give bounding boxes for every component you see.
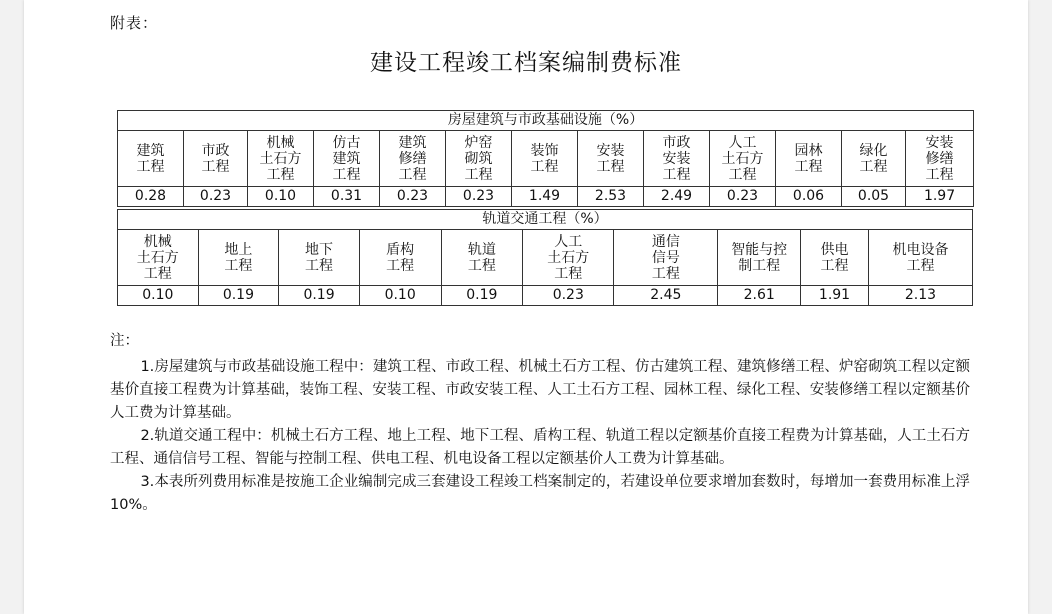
- table2-value-cell: 1.91: [801, 286, 869, 306]
- table2-column-header: [279, 230, 360, 286]
- header-line: 工程: [651, 265, 680, 282]
- header-line: 工程: [906, 257, 935, 274]
- header-line: 工程: [662, 166, 691, 183]
- header-line: 砌筑: [464, 150, 493, 167]
- header-line: 炉窑: [464, 134, 493, 151]
- note-item-1: 1.房屋建筑与市政基础设施工程中：建筑工程、市政工程、机械土石方工程、仿古建筑工程、建筑修缮工程、炉窑砌筑工程以定额基价直接工程费为计算基础，装饰工程、安装工程、市政安装工程、人工土石方工程、园林工程、绿化工程、安装修缮工程以定额基价人工费为计算基础。: [110, 359, 970, 421]
- table2-column-header: [868, 230, 972, 286]
- table1-value-cell: 1.97: [906, 187, 974, 207]
- header-line: 安装: [662, 150, 691, 167]
- header-line: 机电设备: [892, 241, 949, 258]
- header-line: 土石方: [259, 150, 302, 167]
- header-line: 建筑: [398, 134, 427, 151]
- header-line: 工程: [332, 166, 361, 183]
- table2-column-header: [718, 230, 801, 286]
- table1-value-cell: 0.23: [380, 187, 446, 207]
- table1-value-cell: 1.49: [512, 187, 578, 207]
- table1-column-header: [446, 131, 512, 187]
- header-line: 工程: [266, 166, 295, 183]
- table1-value-cell: 0.31: [314, 187, 380, 207]
- table1-column-header: [842, 131, 906, 187]
- table2-column-header: [441, 230, 523, 286]
- table1-value-cell: 0.10: [248, 187, 314, 207]
- table1-value-cell: 0.23: [184, 187, 248, 207]
- table1-value-cell: 0.06: [776, 187, 842, 207]
- table2-column-header: [801, 230, 869, 286]
- document-title: 建设工程竣工档案编制费标准: [370, 50, 682, 76]
- header-line: 人工: [728, 134, 757, 151]
- header-line: 装饰: [530, 142, 559, 159]
- header-line: 制工程: [738, 257, 781, 274]
- header-line: 工程: [554, 265, 583, 282]
- header-line: 绿化: [859, 142, 888, 159]
- table1-column-header: [314, 131, 380, 187]
- header-line: 工程: [143, 265, 172, 282]
- header-line: 工程: [596, 158, 625, 175]
- table2-value-cell: 2.13: [868, 286, 972, 306]
- table1-column-header: [578, 131, 644, 187]
- note-item-3: 3.本表所列费用标准是按施工企业编制完成三套建设工程竣工档案制定的，若建设单位要求增加套数时，每增加一套费用标准上浮 10%。: [110, 474, 970, 513]
- header-line: 信号: [651, 249, 680, 266]
- header-line: 工程: [467, 257, 496, 274]
- table1-column-header: [380, 131, 446, 187]
- table2-value-cell: 0.19: [279, 286, 360, 306]
- table2-column-header: [359, 230, 441, 286]
- header-line: 园林: [794, 142, 823, 159]
- table2-value-cell: 0.10: [359, 286, 441, 306]
- table1-value-cell: 0.23: [710, 187, 776, 207]
- table1-value-cell: 0.23: [446, 187, 512, 207]
- note-item-2: 2.轨道交通工程中：机械土石方工程、地上工程、地下工程、盾构工程、轨道工程以定额基价直接工程费为计算基础，人工土石方工程、通信信号工程、智能与控制工程、供电工程、机电设备工程以定额基价人工费为计算基础。: [110, 428, 970, 467]
- notes-label: 注：: [110, 333, 139, 349]
- header-line: 安装: [925, 134, 954, 151]
- header-line: 工程: [728, 166, 757, 183]
- notes-section: [110, 330, 970, 517]
- header-line: 建筑: [332, 150, 361, 167]
- header-line: 工程: [305, 257, 334, 274]
- header-line: 工程: [201, 158, 230, 175]
- fee-table-rail-transit: [117, 209, 973, 306]
- header-line: 市政: [201, 142, 230, 159]
- table1-value-cell: 0.05: [842, 187, 906, 207]
- header-line: 轨道: [467, 241, 496, 258]
- header-line: 工程: [386, 257, 415, 274]
- header-line: 修缮: [925, 150, 954, 167]
- header-line: 盾构: [386, 241, 415, 258]
- table1-column-header: [644, 131, 710, 187]
- header-line: 仿古: [332, 134, 361, 151]
- table1-column-header: [248, 131, 314, 187]
- header-line: 工程: [136, 158, 165, 175]
- table2-value-cell: 0.23: [523, 286, 614, 306]
- table1-column-header: [906, 131, 974, 187]
- table1-value-cell: 2.53: [578, 187, 644, 207]
- header-line: 安装: [596, 142, 625, 159]
- header-line: 工程: [464, 166, 493, 183]
- header-line: 土石方: [547, 249, 590, 266]
- table1-column-header: [118, 131, 184, 187]
- header-line: 建筑: [136, 142, 165, 159]
- table1-value-cell: 0.28: [118, 187, 184, 207]
- table2-value-cell: 0.19: [198, 286, 279, 306]
- table1-column-header: [512, 131, 578, 187]
- header-line: 人工: [554, 233, 583, 250]
- attachment-label: 附表：: [110, 14, 159, 32]
- table2-column-header: [198, 230, 279, 286]
- table2-column-header: [614, 230, 718, 286]
- header-line: 工程: [925, 166, 954, 183]
- header-line: 地上: [224, 241, 253, 258]
- header-line: 工程: [224, 257, 253, 274]
- table2-section-title: 轨道交通工程（%）: [118, 210, 973, 230]
- table2-column-header: [523, 230, 614, 286]
- header-line: 修缮: [398, 150, 427, 167]
- header-line: 智能与控: [731, 241, 788, 258]
- table1-column-header: [776, 131, 842, 187]
- table2-value-cell: 0.19: [441, 286, 523, 306]
- header-line: 供电: [820, 241, 849, 258]
- table2-value-cell: 0.10: [118, 286, 199, 306]
- header-line: 工程: [794, 158, 823, 175]
- document-page: [24, 0, 1028, 614]
- header-line: 通信: [651, 233, 680, 250]
- header-line: 工程: [398, 166, 427, 183]
- table2-column-header: [118, 230, 199, 286]
- header-line: 土石方: [136, 249, 179, 266]
- table2-value-cell: 2.61: [718, 286, 801, 306]
- table1-column-header: [710, 131, 776, 187]
- fee-table-buildings: [117, 110, 974, 207]
- header-line: 市政: [662, 134, 691, 151]
- table1-column-header: [184, 131, 248, 187]
- header-line: 工程: [820, 257, 849, 274]
- table1-value-cell: 2.49: [644, 187, 710, 207]
- header-line: 工程: [859, 158, 888, 175]
- header-line: 地下: [305, 241, 334, 258]
- table2-value-cell: 2.45: [614, 286, 718, 306]
- header-line: 土石方: [721, 150, 764, 167]
- table1-section-title: 房屋建筑与市政基础设施（%）: [118, 111, 974, 131]
- header-line: 工程: [530, 158, 559, 175]
- header-line: 机械: [143, 233, 172, 250]
- header-line: 机械: [266, 134, 295, 151]
